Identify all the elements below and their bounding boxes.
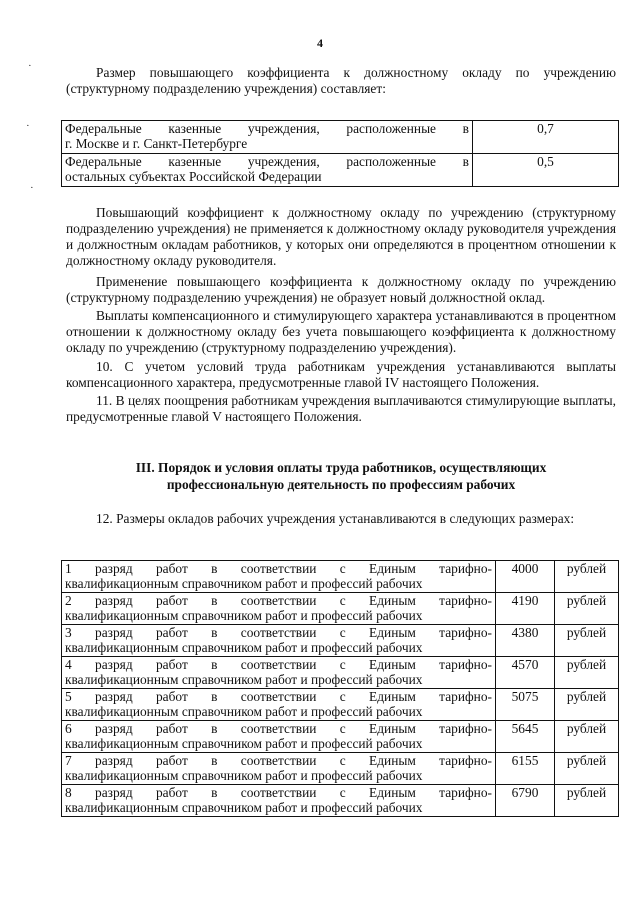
rate-description [62, 657, 496, 689]
rate-currency: рублей [555, 785, 619, 817]
rate-description-text: разряд работ в соответствии с Единым тарифно- [95, 721, 492, 736]
coefficient-description-line1: Федеральные казенные учреждения, расположенные в [65, 154, 469, 169]
paragraph-item-12: 12. Размеры окладов рабочих учреждения устанавливаются в следующих размерах: [96, 511, 575, 526]
rate-description [62, 785, 496, 817]
rate-grade-number: 1 [65, 561, 72, 576]
rate-description [62, 721, 496, 753]
paragraph-item-11: 11. В целях поощрения работникам учреждения выплачиваются стимулирующие выплаты, предусмотренные главой V настоящего Положения. [66, 393, 616, 424]
rate-currency: рублей [555, 625, 619, 657]
scan-mark: · [30, 182, 34, 194]
rate-amount: 4380 [496, 625, 555, 657]
rate-description-line1 [65, 785, 492, 800]
rate-row [62, 689, 619, 721]
rate-description [62, 753, 496, 785]
coefficient-row [62, 121, 619, 154]
coefficient-value: 0,7 [473, 121, 619, 154]
rate-description [62, 561, 496, 593]
rate-grade-number: 6 [65, 721, 72, 736]
rate-description-text: разряд работ в соответствии с Единым тарифно- [95, 753, 492, 768]
coefficient-description-line1: Федеральные казенные учреждения, расположенные в [65, 121, 469, 136]
rate-grade-number: 3 [65, 625, 72, 640]
coefficient-description-line2: остальных субъектах Российской Федерации [65, 169, 322, 184]
paragraph-no-new-salary: Применение повышающего коэффициента к должностному окладу по учреждению (структурному подразделению учреждения) не образует новый должностной оклад. [66, 274, 616, 305]
rate-description [62, 689, 496, 721]
rate-description-text: разряд работ в соответствии с Единым тарифно- [95, 785, 492, 800]
rate-currency: рублей [555, 561, 619, 593]
coefficient-row [62, 154, 619, 187]
rate-row [62, 593, 619, 625]
rate-currency: рублей [555, 593, 619, 625]
section-heading-line1: III. Порядок и условия оплаты труда работников, осуществляющих [135, 460, 547, 475]
rate-row [62, 785, 619, 817]
rate-row [62, 657, 619, 689]
intro-paragraph: Размер повышающего коэффициента к должностному окладу по учреждению (структурному подразделению учреждения) составляет: [66, 65, 616, 96]
rate-description-line2: квалификационным справочником работ и профессий рабочих [65, 800, 423, 815]
rate-grade-number: 4 [65, 657, 72, 672]
scan-mark: · [26, 120, 30, 132]
rate-grade-number: 8 [65, 785, 72, 800]
rate-description-line2: квалификационным справочником работ и профессий рабочих [65, 736, 423, 751]
rate-description-text: разряд работ в соответствии с Единым тарифно- [95, 657, 492, 672]
rate-description-text: разряд работ в соответствии с Единым тарифно- [95, 625, 492, 640]
coefficient-table [61, 120, 619, 187]
rate-description-line1 [65, 657, 492, 672]
rate-description-line1 [65, 561, 492, 576]
rate-description-line1 [65, 689, 492, 704]
paragraph-payments: Выплаты компенсационного и стимулирующего характера устанавливаются в процентном отношении к должностному окладу без учета повышающего коэффициента к должностному окладу по учреждению (структурному подразделению учреждения). [66, 308, 616, 355]
rate-row [62, 561, 619, 593]
rate-description [62, 625, 496, 657]
paragraph-coefficient-not-applied: Повышающий коэффициент к должностному окладу по учреждению (структурному подразделению учреждения) не применяется к должностному окладу руководителя учреждения и должностным окладам работников, у которых они определяются в процентном отношении к должностному окладу руководителя. [66, 205, 616, 268]
rate-description-line2: квалификационным справочником работ и профессий рабочих [65, 704, 423, 719]
rate-row [62, 721, 619, 753]
scan-mark: · [28, 60, 32, 72]
rate-currency: рублей [555, 721, 619, 753]
rate-amount: 5075 [496, 689, 555, 721]
rate-description-line2: квалификационным справочником работ и профессий рабочих [65, 608, 423, 623]
rate-amount: 4190 [496, 593, 555, 625]
coefficient-description [62, 121, 473, 154]
coefficient-description [62, 154, 473, 187]
rate-description-text: разряд работ в соответствии с Единым тарифно- [95, 561, 492, 576]
rate-description [62, 593, 496, 625]
rate-currency: рублей [555, 689, 619, 721]
rate-description-text: разряд работ в соответствии с Единым тарифно- [95, 689, 492, 704]
paragraph-item-10: 10. С учетом условий труда работникам учреждения устанавливаются выплаты компенсационного характера, предусмотренные главой IV настоящего Положения. [66, 359, 616, 390]
rate-amount: 5645 [496, 721, 555, 753]
page-number: 4 [317, 36, 323, 50]
rate-description-line1 [65, 625, 492, 640]
rate-row [62, 753, 619, 785]
section-heading [66, 459, 616, 493]
rates-table [61, 560, 619, 817]
coefficient-description-line2: г. Москве и г. Санкт-Петербурге [65, 136, 248, 151]
rate-row [62, 625, 619, 657]
rate-currency: рублей [555, 753, 619, 785]
rate-description-line1 [65, 721, 492, 736]
rate-amount: 6155 [496, 753, 555, 785]
rate-grade-number: 7 [65, 753, 72, 768]
rate-currency: рублей [555, 657, 619, 689]
rate-grade-number: 5 [65, 689, 72, 704]
rate-description-text: разряд работ в соответствии с Единым тарифно- [95, 593, 492, 608]
rate-amount: 6790 [496, 785, 555, 817]
coefficient-value: 0,5 [473, 154, 619, 187]
rate-description-line2: квалификационным справочником работ и профессий рабочих [65, 672, 423, 687]
rate-grade-number: 2 [65, 593, 72, 608]
rate-description-line1 [65, 593, 492, 608]
rate-description-line2: квалификационным справочником работ и профессий рабочих [65, 640, 423, 655]
rate-description-line2: квалификационным справочником работ и профессий рабочих [65, 576, 423, 591]
rate-amount: 4570 [496, 657, 555, 689]
rate-amount: 4000 [496, 561, 555, 593]
section-heading-line2: профессиональную деятельность по профессиям рабочих [166, 477, 516, 492]
rate-description-line2: квалификационным справочником работ и профессий рабочих [65, 768, 423, 783]
rate-description-line1 [65, 753, 492, 768]
